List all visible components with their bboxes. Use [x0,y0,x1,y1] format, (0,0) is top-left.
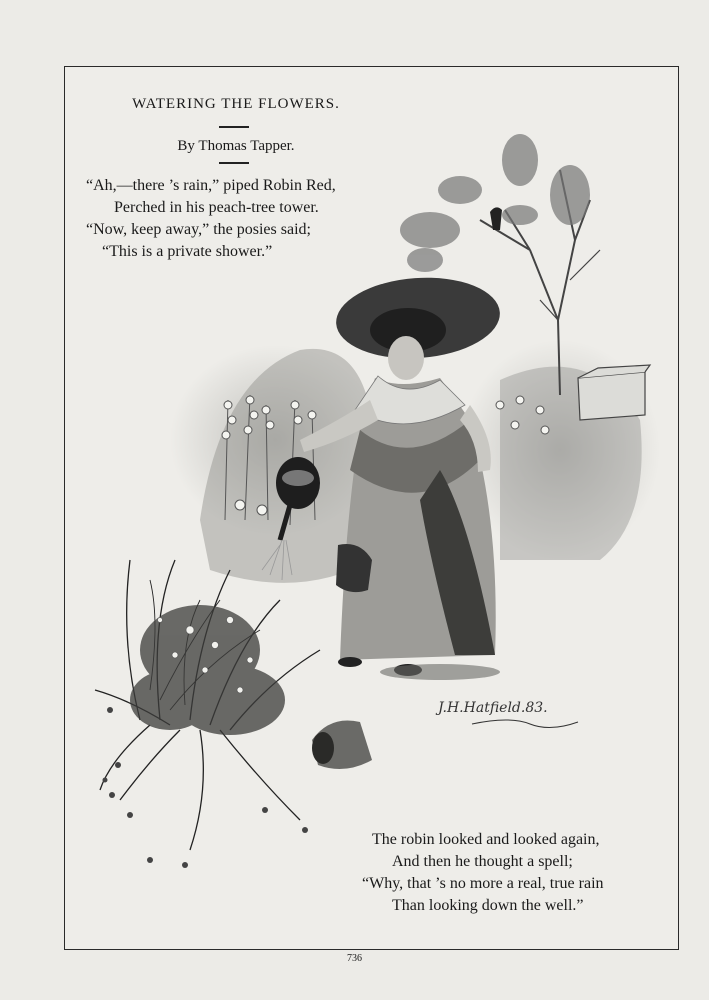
flower-pot [312,720,372,769]
well [578,365,650,420]
ground-shadow [380,664,500,680]
page-number: 736 [347,953,362,964]
tree-foliage [400,134,590,272]
poem-byline: By Thomas Tapper. [177,138,295,154]
stanza-line: “Now, keep away,” the posies said; [86,221,311,238]
stanza-line: Than looking down the well.” [392,897,584,914]
artist-signature: J.H.Hatfield.83. [438,700,548,716]
signature-flourish [470,718,580,730]
stanza-line: “Ah,—there ’s rain,” piped Robin Red, [86,177,336,194]
stanza-line: “Why, that ’s no more a real, true rain [362,875,604,892]
stanza-line: “This is a private shower.” [102,243,273,260]
stanza-line: Perched in his peach-tree tower. [114,199,319,216]
stanza-line: And then he thought a spell; [392,853,573,870]
stanza-line: The robin looked and looked again, [372,831,600,848]
poem-stanza-2 [362,829,604,917]
poem-title: WATERING THE FLOWERS. [132,96,340,112]
